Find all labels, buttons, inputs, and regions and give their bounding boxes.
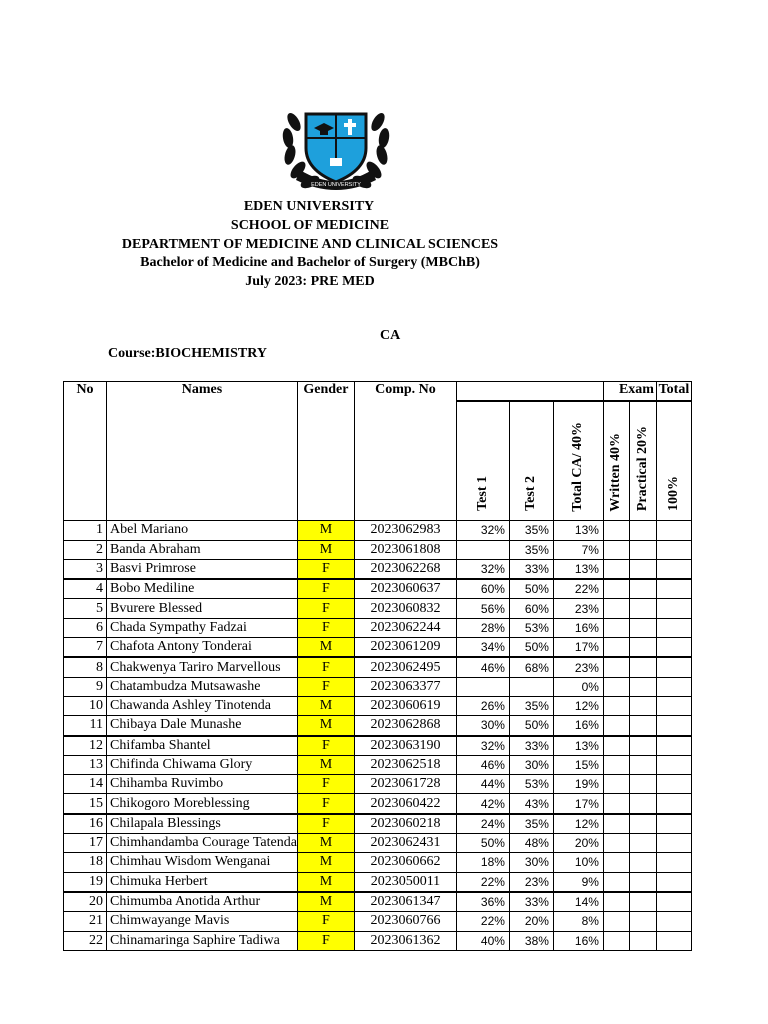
cell-practical (629, 559, 656, 579)
cell-practical (629, 657, 656, 677)
cell-name: Abel Mariano (107, 521, 298, 540)
cell-written (603, 755, 629, 774)
cell-no: 12 (64, 736, 107, 756)
cell-written (603, 834, 629, 853)
cell-test2: 30% (509, 755, 553, 774)
cell-no: 9 (64, 677, 107, 696)
cell-no: 15 (64, 794, 107, 814)
cell-comp-no: 2023062431 (354, 834, 456, 853)
cell-test2: 50% (509, 638, 553, 658)
results-table (63, 381, 692, 951)
cell-test2: 30% (509, 853, 553, 872)
cell-gender: F (297, 736, 354, 756)
cell-test1: 32% (456, 559, 509, 579)
cell-written (603, 677, 629, 696)
col-header-total-ca: Total CA/ 40% (553, 401, 603, 521)
cell-name: Chifinda Chiwama Glory (107, 755, 298, 774)
cell-total-100 (656, 559, 691, 579)
cell-total-ca: 13% (553, 559, 603, 579)
cell-test2: 50% (509, 716, 553, 736)
col-header-written: Written 40% (603, 401, 629, 521)
cell-practical (629, 579, 656, 599)
cell-test2: 35% (509, 521, 553, 540)
table-row (64, 521, 692, 540)
cell-practical (629, 814, 656, 834)
cell-comp-no: 2023061728 (354, 775, 456, 794)
cell-test2: 35% (509, 696, 553, 715)
cell-no: 8 (64, 657, 107, 677)
cell-test1: 44% (456, 775, 509, 794)
cell-test1: 24% (456, 814, 509, 834)
cell-test2: 53% (509, 618, 553, 637)
cell-name: Chatambudza Mutsawashe (107, 677, 298, 696)
cell-written (603, 775, 629, 794)
cell-name: Chihamba Ruvimbo (107, 775, 298, 794)
cell-name: Chilapala Blessings (107, 814, 298, 834)
cell-test1: 22% (456, 912, 509, 931)
cell-total-100 (656, 677, 691, 696)
cell-practical (629, 834, 656, 853)
cell-test2: 43% (509, 794, 553, 814)
table-row (64, 540, 692, 559)
cell-comp-no: 2023062268 (354, 559, 456, 579)
table-row (64, 559, 692, 579)
table-row (64, 853, 692, 872)
cell-total-100 (656, 931, 691, 950)
cell-no: 14 (64, 775, 107, 794)
table-row (64, 931, 692, 950)
cell-total-100 (656, 579, 691, 599)
cell-gender: F (297, 912, 354, 931)
cell-total-100 (656, 599, 691, 618)
cell-no: 22 (64, 931, 107, 950)
cell-gender: F (297, 775, 354, 794)
cell-test1: 56% (456, 599, 509, 618)
cell-gender: M (297, 892, 354, 912)
cell-written (603, 638, 629, 658)
cell-written (603, 872, 629, 892)
cell-total-100 (656, 696, 691, 715)
table-row (64, 579, 692, 599)
cell-no: 10 (64, 696, 107, 715)
table-row (64, 755, 692, 774)
cell-total-100 (656, 618, 691, 637)
cell-name: Chimhau Wisdom Wenganai (107, 853, 298, 872)
cell-test1: 42% (456, 794, 509, 814)
cell-total-ca: 12% (553, 814, 603, 834)
cell-name: Chinamaringa Saphire Tadiwa (107, 931, 298, 950)
cell-comp-no: 2023061808 (354, 540, 456, 559)
cell-written (603, 559, 629, 579)
cell-name: Chimumba Anotida Arthur (107, 892, 298, 912)
cell-practical (629, 853, 656, 872)
cell-test2: 35% (509, 540, 553, 559)
cell-test1: 40% (456, 931, 509, 950)
cell-test2: 68% (509, 657, 553, 677)
cell-comp-no: 2023062495 (354, 657, 456, 677)
department-name: DEPARTMENT OF MEDICINE AND CLINICAL SCIENCES (121, 237, 499, 252)
cell-gender: F (297, 559, 354, 579)
cell-test2: 38% (509, 931, 553, 950)
table-row (64, 775, 692, 794)
cell-practical (629, 696, 656, 715)
table-row (64, 677, 692, 696)
cell-no: 20 (64, 892, 107, 912)
cell-practical (629, 736, 656, 756)
cell-comp-no: 2023060662 (354, 853, 456, 872)
cell-comp-no: 2023062983 (354, 521, 456, 540)
table-row (64, 794, 692, 814)
cell-test2: 33% (509, 892, 553, 912)
cell-test2: 33% (509, 736, 553, 756)
col-header-test1: Test 1 (456, 401, 509, 521)
session-label: July 2023: PRE MED (245, 274, 375, 289)
cell-practical (629, 794, 656, 814)
cell-test1: 46% (456, 755, 509, 774)
cell-no: 5 (64, 599, 107, 618)
cell-gender: F (297, 814, 354, 834)
cell-no: 11 (64, 716, 107, 736)
cell-gender: M (297, 696, 354, 715)
cell-gender: M (297, 540, 354, 559)
section-label: CA (380, 328, 401, 343)
cell-written (603, 912, 629, 931)
cell-name: Chafota Antony Tonderai (107, 638, 298, 658)
cell-written (603, 521, 629, 540)
cell-name: Chimhandamba Courage Tatenda (107, 834, 298, 853)
cell-gender: F (297, 931, 354, 950)
cell-total-ca: 17% (553, 638, 603, 658)
logo-ribbon-text: EDEN UNIVERSITY (311, 182, 361, 188)
cell-practical (629, 521, 656, 540)
cell-written (603, 736, 629, 756)
table-row (64, 696, 692, 715)
cell-no: 4 (64, 579, 107, 599)
cell-practical (629, 912, 656, 931)
cell-total-ca: 13% (553, 736, 603, 756)
cell-practical (629, 638, 656, 658)
cell-total-100 (656, 912, 691, 931)
cell-test1 (456, 540, 509, 559)
cell-comp-no: 2023061209 (354, 638, 456, 658)
cell-total-ca: 16% (553, 716, 603, 736)
table-row (64, 912, 692, 931)
cell-test1: 60% (456, 579, 509, 599)
cell-name: Chikogoro Moreblessing (107, 794, 298, 814)
cell-gender: F (297, 657, 354, 677)
cell-total-ca: 17% (553, 794, 603, 814)
cell-total-100 (656, 755, 691, 774)
cell-test1: 30% (456, 716, 509, 736)
cell-practical (629, 599, 656, 618)
cell-test1: 28% (456, 618, 509, 637)
cell-written (603, 540, 629, 559)
cell-gender: M (297, 521, 354, 540)
course-label: Course:BIOCHEMISTRY (108, 346, 267, 361)
cell-no: 16 (64, 814, 107, 834)
cell-total-100 (656, 736, 691, 756)
cell-total-ca: 12% (553, 696, 603, 715)
cell-total-100 (656, 853, 691, 872)
cell-comp-no: 2023062244 (354, 618, 456, 637)
cell-test2: 33% (509, 559, 553, 579)
cell-name: Chimwayange Mavis (107, 912, 298, 931)
cell-no: 6 (64, 618, 107, 637)
cell-test1: 22% (456, 872, 509, 892)
cell-total-100 (656, 521, 691, 540)
cell-no: 19 (64, 872, 107, 892)
col-header-names: Names (107, 382, 298, 521)
col-header-test2: Test 2 (509, 401, 553, 521)
cell-no: 3 (64, 559, 107, 579)
cell-comp-no: 2023061362 (354, 931, 456, 950)
cell-total-ca: 13% (553, 521, 603, 540)
cell-no: 18 (64, 853, 107, 872)
cell-test2: 48% (509, 834, 553, 853)
cell-total-ca: 23% (553, 599, 603, 618)
table-row (64, 834, 692, 853)
table-row (64, 638, 692, 658)
cell-comp-no: 2023060832 (354, 599, 456, 618)
cell-total-100 (656, 540, 691, 559)
cell-no: 17 (64, 834, 107, 853)
cell-test2: 23% (509, 872, 553, 892)
table-row (64, 716, 692, 736)
cell-gender: M (297, 853, 354, 872)
cell-comp-no: 2023062868 (354, 716, 456, 736)
cell-total-100 (656, 872, 691, 892)
cell-test1: 46% (456, 657, 509, 677)
cell-written (603, 794, 629, 814)
cell-total-ca: 15% (553, 755, 603, 774)
cell-comp-no: 2023060766 (354, 912, 456, 931)
table-row (64, 657, 692, 677)
table-row (64, 872, 692, 892)
university-logo (280, 100, 392, 196)
cell-total-100 (656, 814, 691, 834)
cell-written (603, 599, 629, 618)
cell-gender: F (297, 794, 354, 814)
cell-total-100 (656, 892, 691, 912)
cell-comp-no: 2023060422 (354, 794, 456, 814)
cell-total-100 (656, 834, 691, 853)
cell-comp-no: 2023060218 (354, 814, 456, 834)
col-header-ca-group (456, 382, 603, 402)
cell-name: Chimuka Herbert (107, 872, 298, 892)
cell-test1: 50% (456, 834, 509, 853)
cell-test2: 20% (509, 912, 553, 931)
cell-comp-no: 2023062518 (354, 755, 456, 774)
cell-comp-no: 2023061347 (354, 892, 456, 912)
col-header-no: No (64, 382, 107, 521)
cell-gender: M (297, 872, 354, 892)
cell-test1: 34% (456, 638, 509, 658)
cell-no: 7 (64, 638, 107, 658)
cell-gender: F (297, 618, 354, 637)
cell-gender: M (297, 834, 354, 853)
programme-name: Bachelor of Medicine and Bachelor of Surgery (MBChB) (140, 255, 480, 270)
cell-total-ca: 9% (553, 872, 603, 892)
cell-comp-no: 2023060637 (354, 579, 456, 599)
cell-practical (629, 931, 656, 950)
cell-written (603, 716, 629, 736)
cell-written (603, 579, 629, 599)
cell-practical (629, 775, 656, 794)
cell-name: Basvi Primrose (107, 559, 298, 579)
cell-no: 21 (64, 912, 107, 931)
cell-written (603, 814, 629, 834)
cell-comp-no: 2023063190 (354, 736, 456, 756)
cell-name: Chibaya Dale Munashe (107, 716, 298, 736)
cell-total-ca: 16% (553, 618, 603, 637)
table-row (64, 892, 692, 912)
col-header-practical: Practical 20% (629, 401, 656, 521)
cell-no: 13 (64, 755, 107, 774)
cell-gender: M (297, 755, 354, 774)
cell-written (603, 931, 629, 950)
cell-test1 (456, 677, 509, 696)
cell-test1: 32% (456, 521, 509, 540)
cell-gender: F (297, 599, 354, 618)
table-row (64, 736, 692, 756)
cell-total-ca: 10% (553, 853, 603, 872)
cell-comp-no: 2023063377 (354, 677, 456, 696)
col-header-total: Total (656, 382, 691, 402)
cell-written (603, 618, 629, 637)
cell-test1: 32% (456, 736, 509, 756)
cell-total-ca: 7% (553, 540, 603, 559)
cell-no: 2 (64, 540, 107, 559)
cell-total-100 (656, 775, 691, 794)
col-header-gender: Gender (297, 382, 354, 521)
cell-name: Chawanda Ashley Tinotenda (107, 696, 298, 715)
cell-gender: M (297, 716, 354, 736)
table-row (64, 599, 692, 618)
cell-total-ca: 8% (553, 912, 603, 931)
cell-test1: 18% (456, 853, 509, 872)
cell-test2: 53% (509, 775, 553, 794)
cell-no: 1 (64, 521, 107, 540)
cell-name: Bvurere Blessed (107, 599, 298, 618)
col-header-100: 100% (656, 401, 691, 521)
cell-test2: 60% (509, 599, 553, 618)
cell-gender: F (297, 579, 354, 599)
cell-total-ca: 16% (553, 931, 603, 950)
cell-total-ca: 23% (553, 657, 603, 677)
cell-total-100 (656, 794, 691, 814)
cell-total-ca: 0% (553, 677, 603, 696)
cell-test1: 36% (456, 892, 509, 912)
cell-written (603, 657, 629, 677)
col-header-exam: Exam (603, 382, 656, 402)
cell-total-100 (656, 657, 691, 677)
cell-comp-no: 2023060619 (354, 696, 456, 715)
cell-name: Chada Sympathy Fadzai (107, 618, 298, 637)
cell-practical (629, 872, 656, 892)
cell-test2: 50% (509, 579, 553, 599)
cell-total-100 (656, 638, 691, 658)
cell-name: Chakwenya Tariro Marvellous (107, 657, 298, 677)
cell-practical (629, 755, 656, 774)
table-row (64, 618, 692, 637)
cell-name: Banda Abraham (107, 540, 298, 559)
cell-gender: M (297, 638, 354, 658)
cell-test1: 26% (456, 696, 509, 715)
cell-total-ca: 22% (553, 579, 603, 599)
cell-gender: F (297, 677, 354, 696)
col-header-comp-no: Comp. No (354, 382, 456, 521)
cell-written (603, 892, 629, 912)
cell-total-ca: 19% (553, 775, 603, 794)
cell-practical (629, 716, 656, 736)
cell-total-ca: 20% (553, 834, 603, 853)
cell-practical (629, 892, 656, 912)
cell-comp-no: 2023050011 (354, 872, 456, 892)
university-name: EDEN UNIVERSITY (243, 199, 375, 214)
cell-total-100 (656, 716, 691, 736)
cell-name: Chifamba Shantel (107, 736, 298, 756)
cell-practical (629, 540, 656, 559)
cell-written (603, 696, 629, 715)
cell-total-ca: 14% (553, 892, 603, 912)
cell-practical (629, 618, 656, 637)
school-name: SCHOOL OF MEDICINE (230, 218, 390, 233)
cell-practical (629, 677, 656, 696)
cell-test2: 35% (509, 814, 553, 834)
cell-name: Bobo Mediline (107, 579, 298, 599)
cell-written (603, 853, 629, 872)
cell-test2 (509, 677, 553, 696)
table-row (64, 814, 692, 834)
